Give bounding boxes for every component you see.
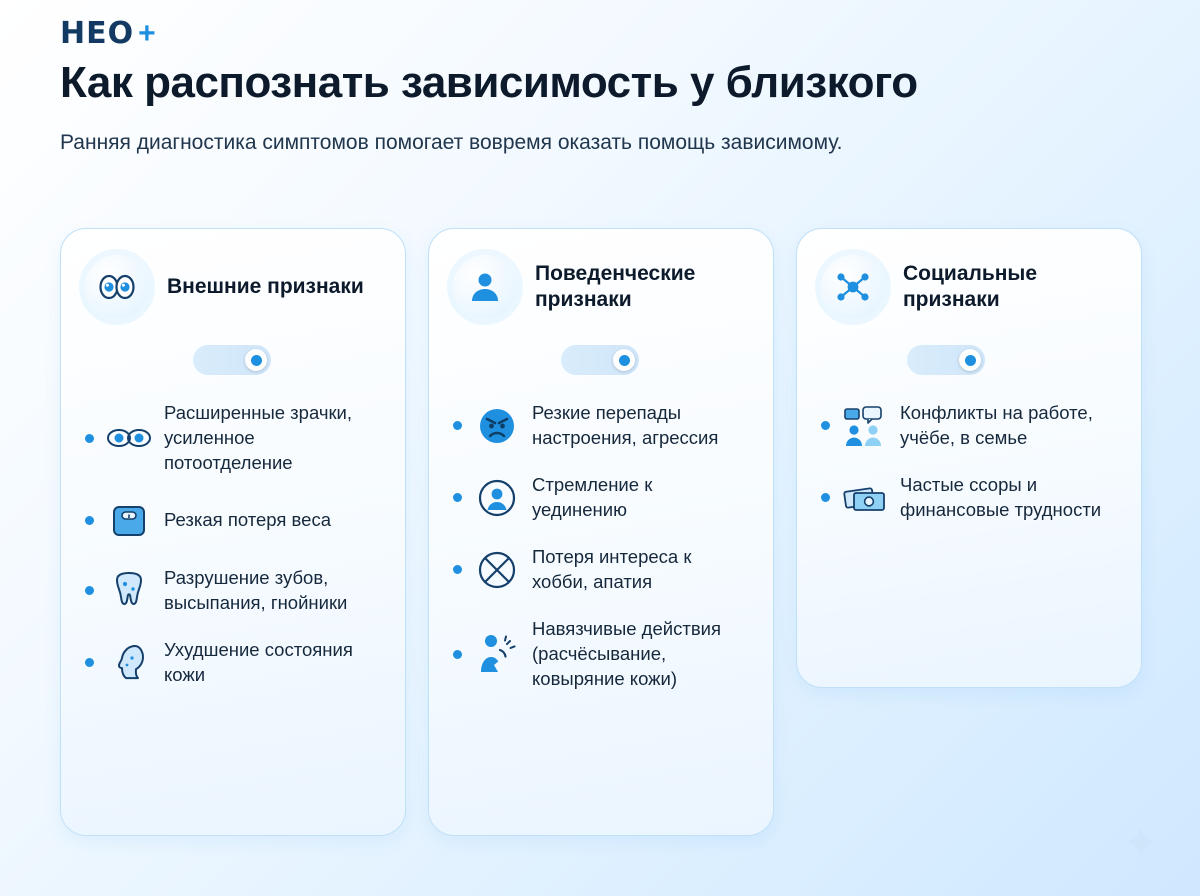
list-item [453, 617, 749, 692]
card-title: Социальные признаки [903, 262, 1038, 311]
bullet-icon [453, 421, 462, 430]
list-item [821, 473, 1117, 523]
list-item-label: Разрушение зубов, высыпания, гнойники [164, 566, 348, 613]
items-list [821, 401, 1117, 523]
list-item-label: Частые ссоры и финансовые трудности [900, 473, 1102, 520]
card-social-signs [796, 228, 1142, 688]
person-circle-icon [474, 475, 520, 521]
bullet-icon [85, 586, 94, 595]
bullet-icon [821, 421, 830, 430]
tooth-icon [106, 568, 152, 614]
crossed-circle-icon [474, 547, 520, 593]
list-item-label: Резкие перепады настроения, агрессия [532, 402, 719, 448]
bullet-icon [453, 650, 462, 659]
dilated-pupils-icon [106, 415, 152, 461]
bullet-icon [453, 493, 462, 502]
card-header [821, 255, 1117, 319]
brand-logo [60, 16, 156, 51]
list-item-label: Конфликты на работе, учёбе, в семье [900, 402, 1093, 448]
list-item-label: Расширенные зрачки, усиленное потоотделение [164, 402, 353, 473]
list-item [453, 473, 749, 523]
card-title: Внешние признаки [167, 275, 364, 299]
list-item [85, 498, 381, 544]
list-item-label: Навязчивые действия (расчёсывание, ковыряние кожи) [532, 617, 722, 689]
face-skin-icon [106, 640, 152, 686]
scratching-person-icon [474, 631, 520, 677]
toggle-knob [245, 349, 267, 371]
list-item [453, 545, 749, 595]
card-header [85, 255, 381, 319]
signs-columns [60, 228, 1142, 836]
items-list [453, 401, 749, 692]
list-item-label: Потеря интереса к хобби, апатия [532, 545, 692, 592]
list-item-label: Стремление к уединению [532, 473, 653, 520]
scale-icon [106, 498, 152, 544]
bullet-icon [85, 658, 94, 667]
list-item [85, 401, 381, 476]
eyes-icon [85, 255, 149, 319]
toggle-external-signs[interactable] [193, 345, 271, 375]
money-icon [842, 475, 888, 521]
toggle-knob [613, 349, 635, 371]
list-item [85, 566, 381, 616]
card-title: Поведенческие признаки [535, 262, 696, 311]
card-header [453, 255, 749, 319]
list-item [85, 638, 381, 688]
card-behavioral-signs [428, 228, 774, 836]
brand-plus-icon: + [138, 16, 156, 50]
toggle-behavioral-signs[interactable] [561, 345, 639, 375]
list-item-label: Резкая потеря веса [164, 509, 331, 531]
list-item [821, 401, 1117, 451]
items-list [85, 401, 381, 688]
toggle-social-signs[interactable] [907, 345, 985, 375]
list-item-label: Ухудшение состояния кожи [164, 638, 353, 685]
page-subtitle: Ранняя диагностика симптомов помогает вовремя оказать помощь зависимому. [60, 131, 843, 154]
toggle-knob [959, 349, 981, 371]
angry-face-icon [474, 403, 520, 449]
card-external-signs [60, 228, 406, 836]
bullet-icon [85, 516, 94, 525]
page-title: Как распознать зависимость у близкого [60, 58, 918, 107]
brand-name: HEO [60, 16, 135, 51]
bullet-icon [85, 434, 94, 443]
person-icon [453, 255, 517, 319]
network-icon [821, 255, 885, 319]
sparkle-icon: ✦ [1121, 817, 1160, 869]
bullet-icon [453, 565, 462, 574]
bullet-icon [821, 493, 830, 502]
people-conflict-icon [842, 403, 888, 449]
list-item [453, 401, 749, 451]
